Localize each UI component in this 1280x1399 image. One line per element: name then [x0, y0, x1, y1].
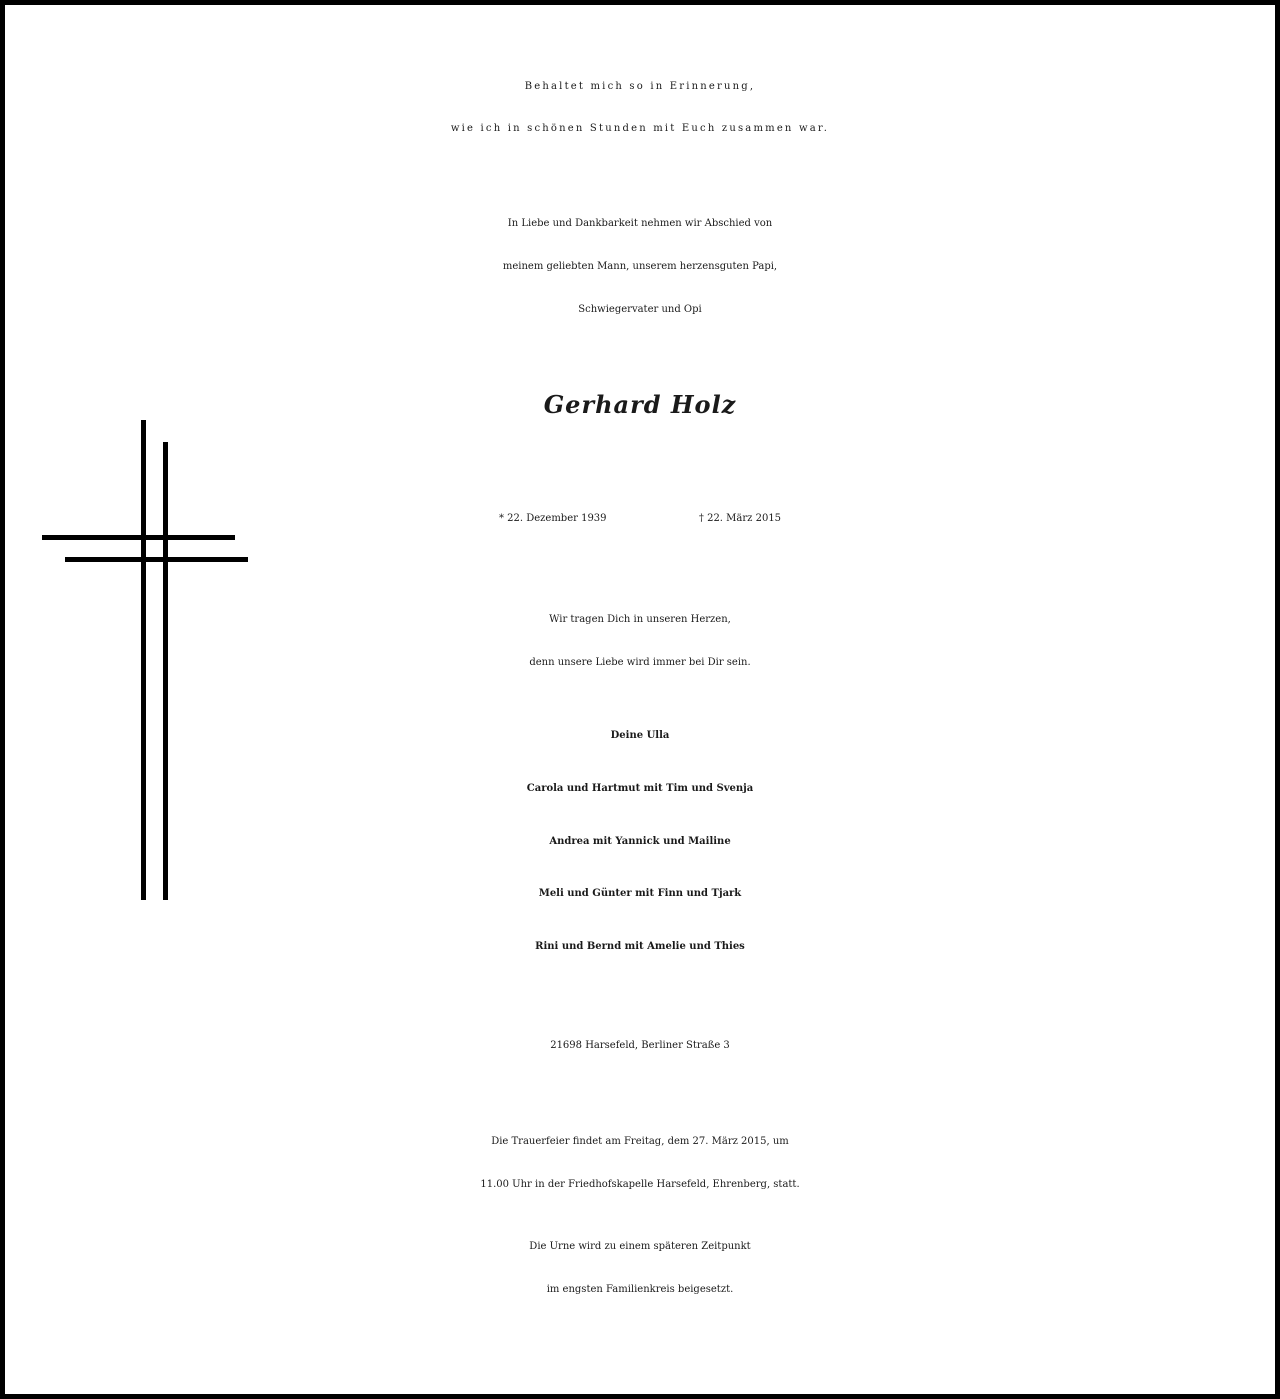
family-member-4: Meli und Günter mit Finn und Tjark	[538, 888, 742, 899]
family-member-3: Andrea mit Yannick und Mailine	[549, 836, 731, 847]
family-address: 21698 Harsefeld, Berliner Straße 3	[550, 1040, 730, 1051]
life-dates	[5, 513, 1275, 524]
deceased-name: Gerhard Holz	[543, 390, 737, 419]
motto-line-1: Behaltet mich so in Erinnerung,	[524, 81, 756, 92]
family-member-2: Carola und Hartmut mit Tim und Svenja	[526, 783, 754, 794]
intro-line-3: Schwiegervater und Opi	[578, 304, 702, 315]
intro-line-2: meinem geliebten Mann, unserem herzensguten Papi,	[502, 261, 778, 272]
ceremony-line-1: Die Trauerfeier findet am Freitag, dem 27. März 2015, um	[491, 1136, 789, 1147]
death-date: † 22. März 2015	[698, 513, 782, 524]
family-member-1: Deine Ulla	[610, 730, 670, 741]
intro-line-1: In Liebe und Dankbarkeit nehmen wir Abschied von	[507, 218, 773, 229]
urn-line-1: Die Urne wird zu einem späteren Zeitpunkt	[529, 1241, 751, 1252]
family-member-5: Rini und Bernd mit Amelie und Thies	[535, 941, 745, 952]
quote-line-1: Wir tragen Dich in unseren Herzen,	[549, 614, 731, 625]
birth-date: * 22. Dezember 1939	[498, 513, 607, 524]
quote-line-2: denn unsere Liebe wird immer bei Dir sein.	[529, 657, 751, 668]
ceremony-line-2: 11.00 Uhr in der Friedhofskapelle Harsefeld, Ehrenberg, statt.	[480, 1179, 800, 1190]
urn-line-2: im engsten Familienkreis beigesetzt.	[546, 1284, 734, 1295]
motto-line-2: wie ich in schönen Stunden mit Euch zusammen war.	[450, 123, 830, 134]
